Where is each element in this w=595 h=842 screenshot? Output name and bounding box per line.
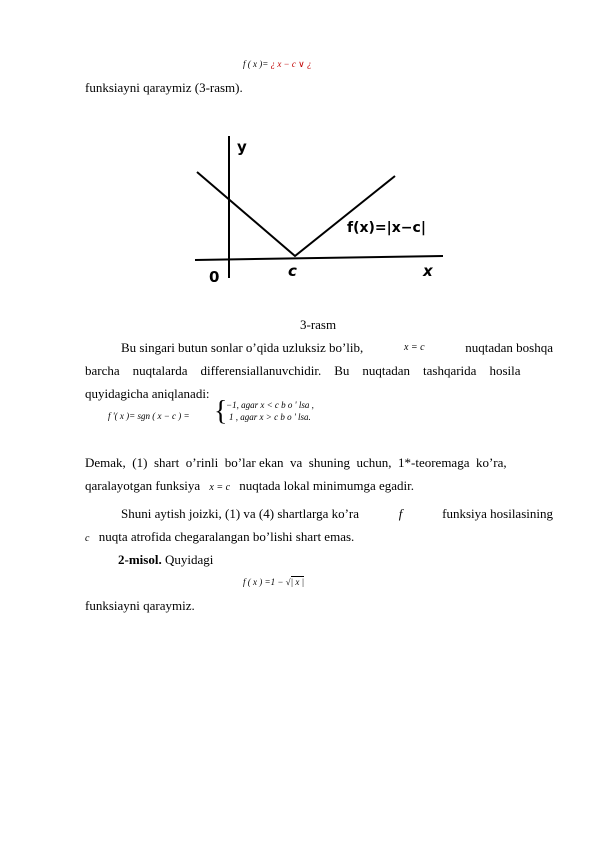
para1-line1-b: nuqtadan boshqa: [465, 340, 553, 355]
function-label: f(x)=|x−c|: [347, 220, 426, 236]
formula-sqrt: f ( x ) =1 − √| x |: [243, 577, 305, 587]
formula-absolute-value: [243, 59, 311, 70]
example-bold: 2-misol.: [118, 552, 162, 567]
formula3-radicand: | x |: [290, 577, 305, 587]
para1-line1: [121, 340, 553, 356]
para2-line2: [85, 478, 414, 494]
formula-case-1: −1, agar x < c b o ' lsa ,: [226, 400, 314, 410]
para3-line1-b: funksiya hosilasining: [442, 506, 553, 521]
example-rest: Quyidagi: [161, 552, 214, 567]
para2-formula: x = c: [209, 482, 231, 493]
formula1-lhs: f ( x )=: [243, 59, 269, 69]
closing-line: funksiayni qaraymiz.: [85, 598, 195, 613]
intro-line: funksiayni qaraymiz (3-rasm).: [85, 80, 243, 95]
formula-brace: {: [214, 396, 228, 427]
figure-caption: 3-rasm: [300, 317, 337, 332]
para2-line2-a: qaralayotgan funksiya: [85, 478, 201, 493]
para1-formula: x = c: [403, 342, 425, 353]
para1-line3: quyidagicha aniqlanadi:: [85, 386, 210, 401]
formula1-end: ¿: [306, 59, 312, 69]
para3-f: f: [398, 506, 403, 521]
para3-line2: [85, 529, 354, 545]
graph-figure: [185, 130, 455, 290]
formula-case-2: 1 , agar x > c b o ' lsa.: [229, 412, 311, 422]
x-axis: [195, 256, 443, 260]
formula3-lhs: f ( x ) =1 −: [243, 577, 286, 587]
para3-line2-text: nuqta atrofida chegaralangan bo’lishi shart emas.: [98, 529, 355, 544]
para3-line1-a: Shuni aytish joizki, (1) va (4) shartlarga ko’ra: [121, 506, 360, 521]
para3-line1: [121, 506, 553, 522]
para1-line2: barcha nuqtalarda differensiallanuvchidir. Bu nuqtadan tashqarida hosila: [85, 363, 521, 378]
para3-c: c: [85, 533, 90, 544]
para1-line1-a: Bu singari butun sonlar o’qida uzluksiz bo’lib,: [121, 340, 364, 355]
example-heading: [118, 552, 213, 568]
y-axis-label: y: [237, 138, 247, 156]
x-axis-label: x: [423, 262, 433, 280]
origin-label: 0: [209, 268, 220, 286]
c-label: c: [288, 262, 297, 280]
function-graph: [197, 172, 395, 256]
formula-derivative-lhs: f '( x )= sgn ( x − c ) =: [108, 411, 190, 421]
para2-line2-b: nuqtada lokal minimumga egadir.: [239, 478, 415, 493]
para2-line1: Demak, (1) shart o’rinli bo’lar ekan va shuning uchun, 1*-teoremaga ko’ra,: [85, 455, 507, 470]
formula1-mid: ¿ x − c ∨: [270, 59, 305, 69]
